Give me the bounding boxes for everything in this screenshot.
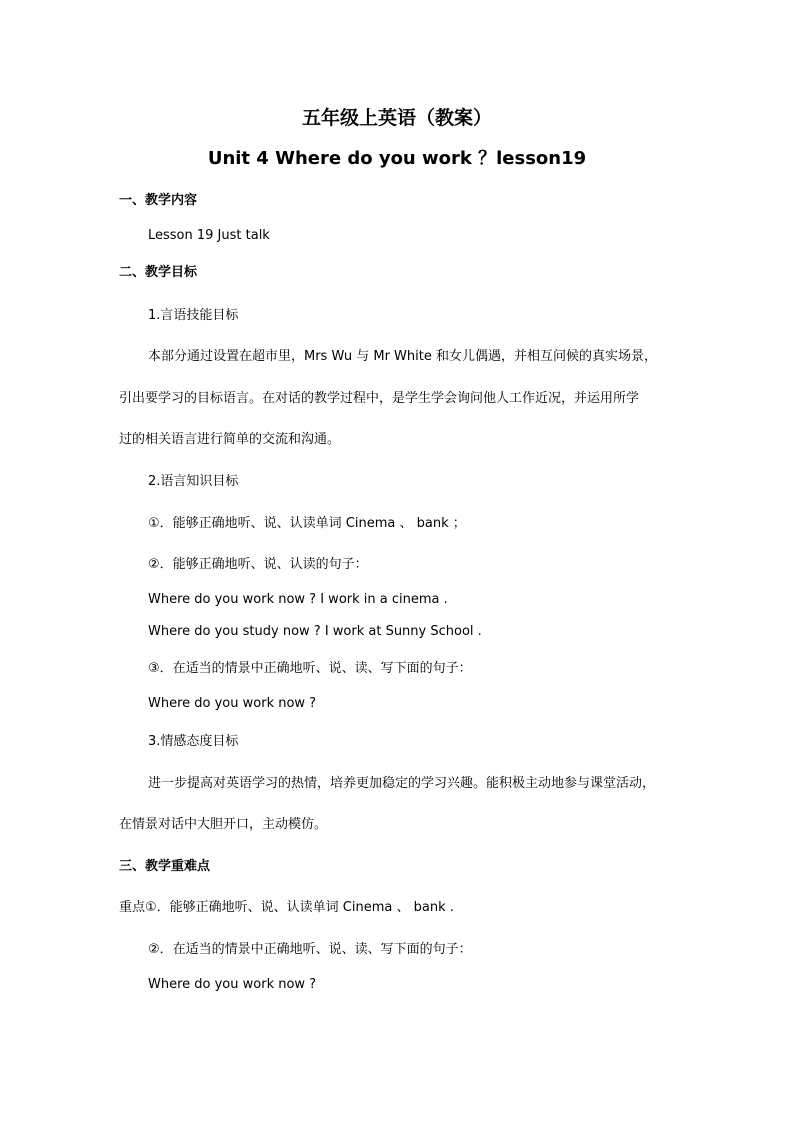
key-point-2: ②．在适当的情景中正确地听、说、读、写下面的句子： xyxy=(148,942,472,957)
knowledge-point-2: ②．能够正确地听、说、认读的句子： xyxy=(148,557,368,572)
section-heading-content: 一、教学内容 xyxy=(119,193,198,208)
example-sentence: Where do you study now ? I work at Sunny School . xyxy=(148,624,482,639)
paragraph-line: 过的相关语言进行简单的交流和沟通。 xyxy=(119,432,341,447)
example-sentence: Where do you work now ? xyxy=(148,977,317,992)
paragraph-line: 在情景对话中大胆开口，主动模仿。 xyxy=(119,817,328,832)
paragraph-line: 本部分通过设置在超市里，Mrs Wu 与 Mr White 和女儿偶遇，并相互问候的真实场景， xyxy=(148,349,657,364)
example-sentence: Where do you work now ? xyxy=(148,696,317,711)
document-subtitle: Unit 4 Where do you work ？lesson19 xyxy=(207,148,587,169)
objective-item-3: 3.情感态度目标 xyxy=(148,734,239,749)
paragraph-line: 引出要学习的目标语言。在对话的教学过程中，是学生学会询问他人工作近况，并运用所学 xyxy=(119,391,640,406)
section-heading-objectives: 二、教学目标 xyxy=(119,265,198,280)
section-heading-key-points: 三、教学重难点 xyxy=(119,859,211,874)
objective-item-1: 1.言语技能目标 xyxy=(148,308,239,323)
paragraph-line: 进一步提高对英语学习的热情，培养更加稳定的学习兴趣。能积极主动地参与课堂活动， xyxy=(148,776,656,791)
document-title: 五年级上英语（教案） xyxy=(301,107,492,129)
example-sentence: Where do you work now ? I work in a cinema . xyxy=(148,592,448,607)
knowledge-point-3: ③．在适当的情景中正确地听、说、读、写下面的句子： xyxy=(148,661,472,676)
key-point-1: 重点①．能够正确地听、说、认读单词 Cinema 、 bank . xyxy=(119,900,454,915)
knowledge-point-1: ①．能够正确地听、说、认读单词 Cinema 、 bank ； xyxy=(148,516,466,531)
objective-item-2: 2.语言知识目标 xyxy=(148,474,239,489)
lesson-line: Lesson 19 Just talk xyxy=(148,228,270,243)
